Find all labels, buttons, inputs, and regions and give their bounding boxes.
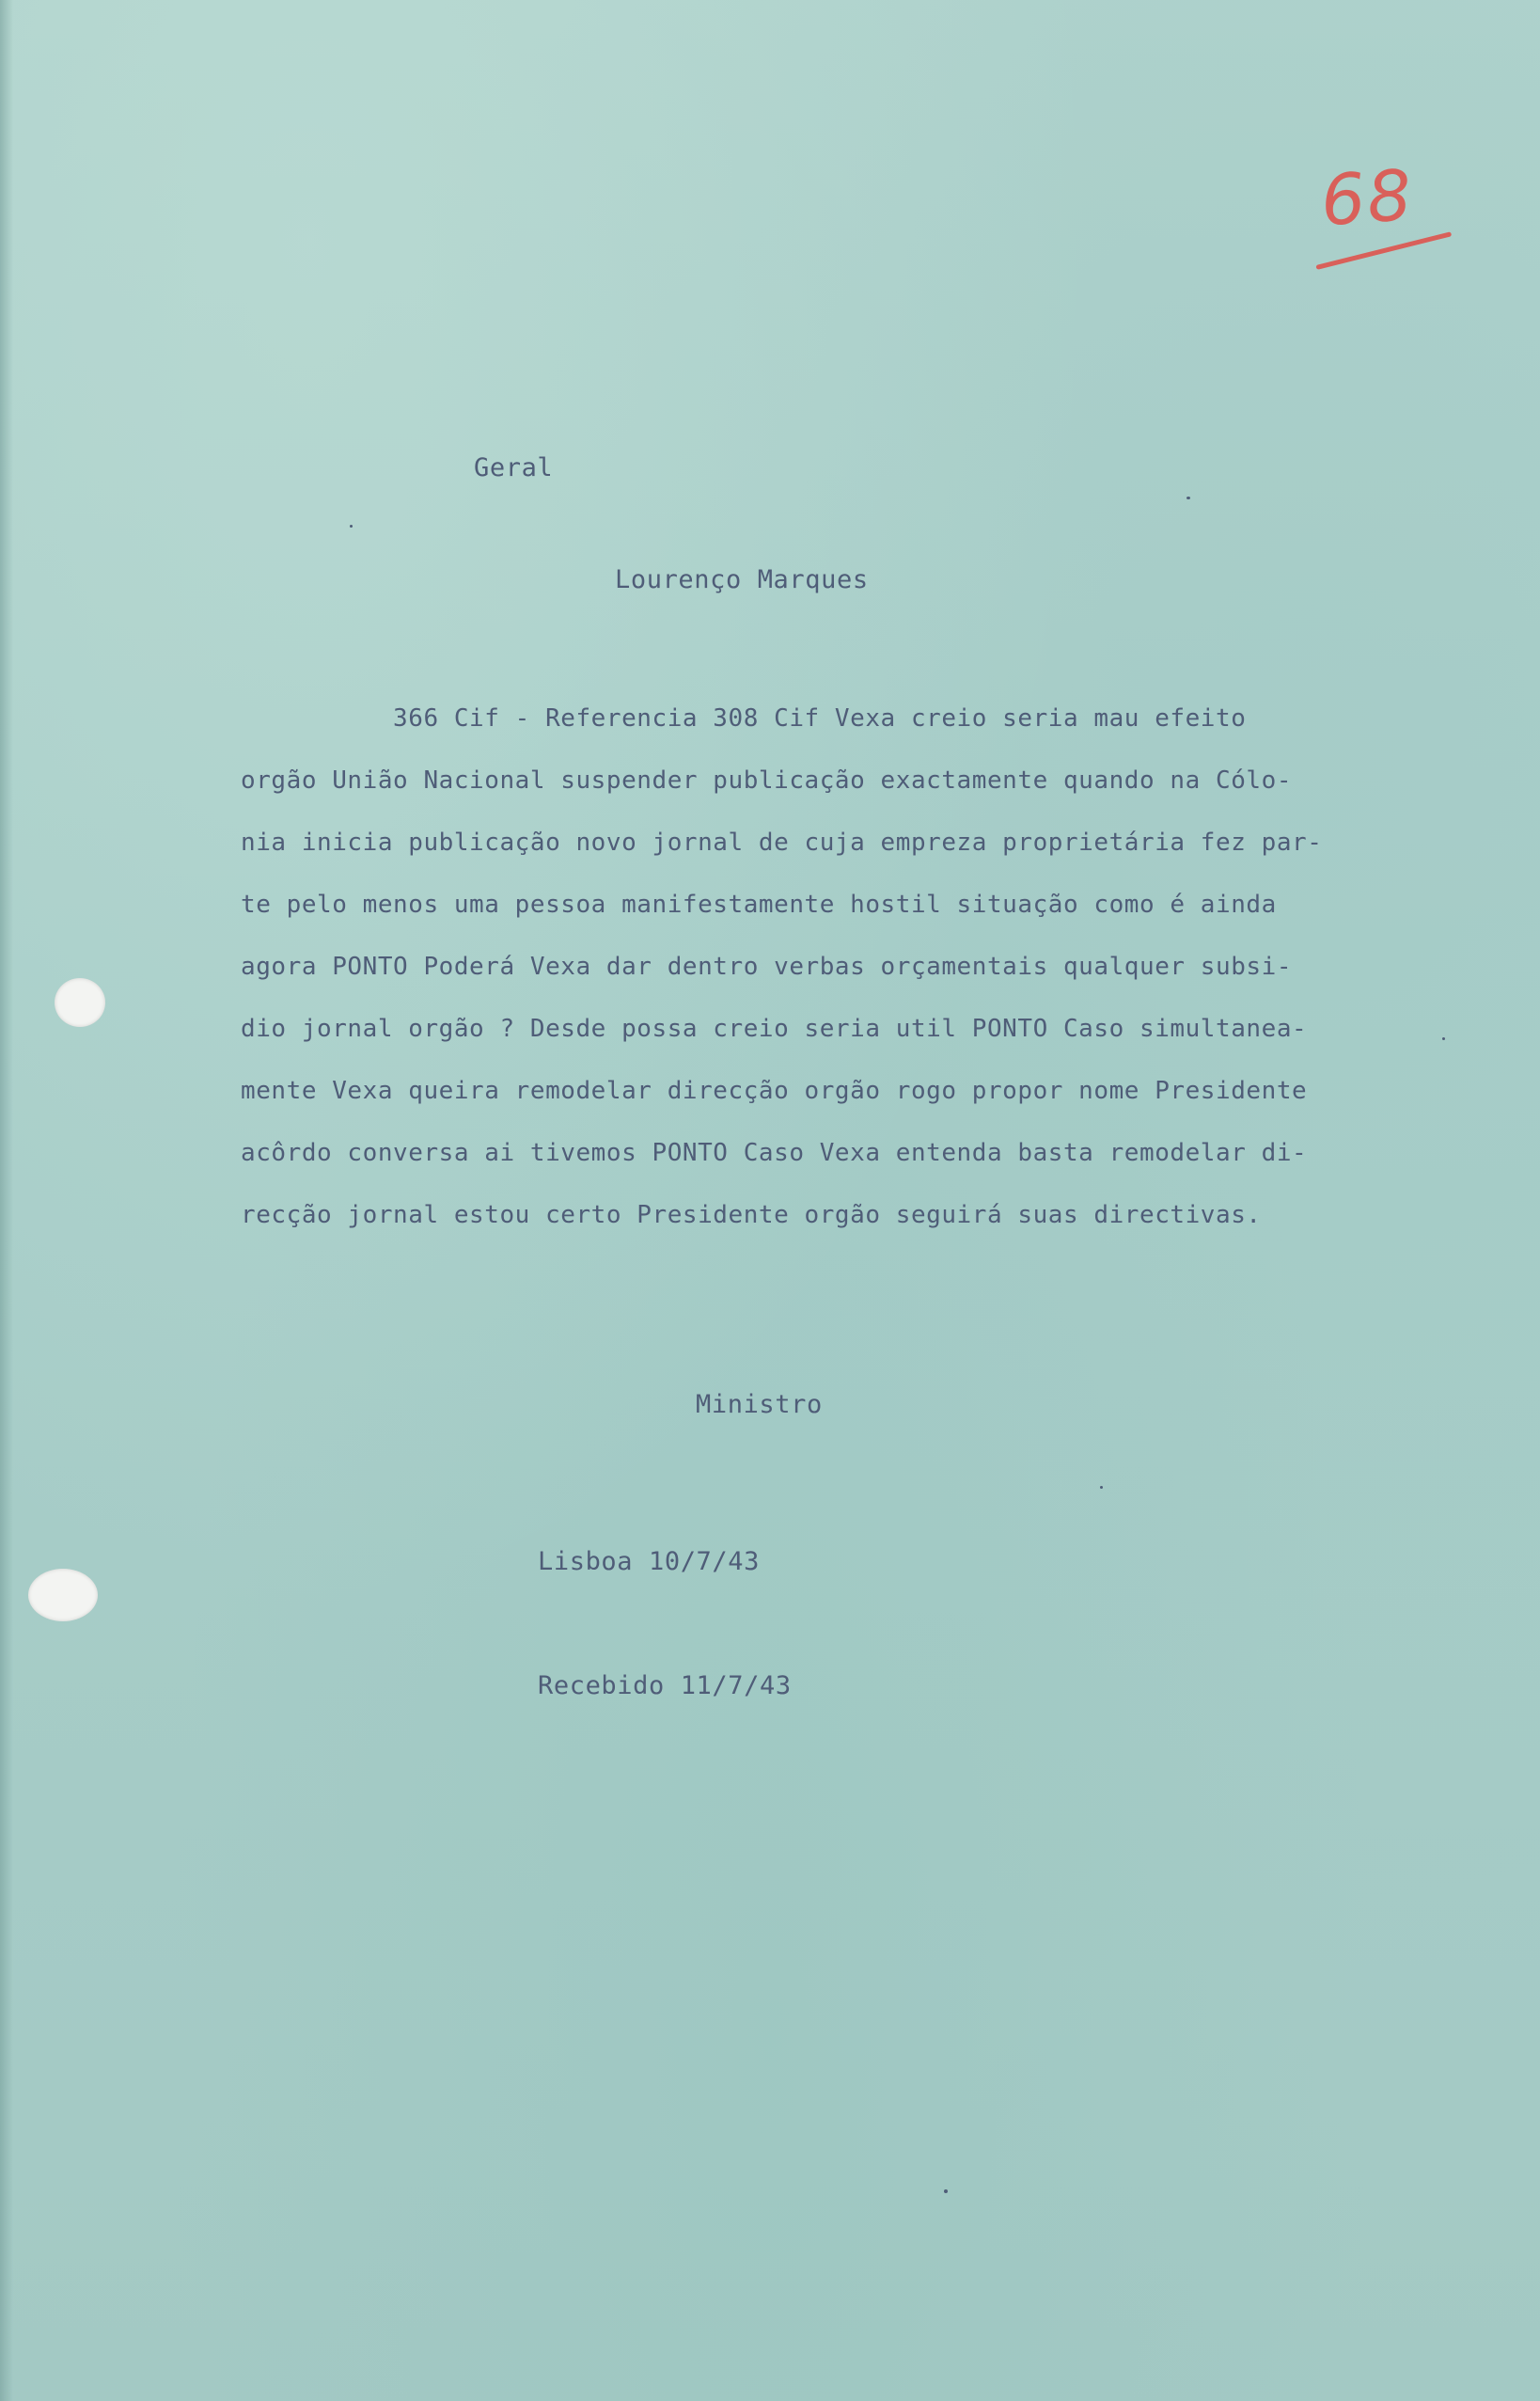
- body-line: agora PONTO Poderá Vexa dar dentro verbas orçamentais qualquer subsi-: [241, 953, 1293, 981]
- destination-heading: Lourenço Marques: [615, 565, 869, 594]
- body-line: 366 Cif - Referencia 308 Cif Vexa creio seria mau efeito: [241, 704, 1247, 733]
- paper-speck: [944, 2189, 948, 2193]
- folio-number: 68: [1318, 154, 1417, 243]
- punch-hole: [55, 978, 105, 1027]
- paper-speck: [350, 525, 353, 528]
- telegram-body: [241, 703, 1322, 1262]
- body-line: nia inicia publicação novo jornal de cuja empreza proprietária fez par-: [241, 829, 1323, 857]
- paper-speck: [1186, 497, 1190, 499]
- punch-hole: [28, 1569, 98, 1621]
- body-line: acôrdo conversa ai tivemos PONTO Caso Vexa entenda basta remodelar di-: [241, 1139, 1308, 1167]
- body-line: te pelo menos uma pessoa manifestamente hostil situação como é ainda: [241, 891, 1277, 919]
- body-line: mente Vexa queira remodelar direcção orgão rogo propor nome Presidente: [241, 1077, 1308, 1105]
- paper-edge: [0, 0, 13, 2401]
- signature: Ministro: [696, 1390, 823, 1419]
- distribution-heading: Geral: [474, 453, 554, 482]
- body-line: orgão União Nacional suspender publicação exactamente quando na Cólo-: [241, 766, 1293, 795]
- body-line: dio jornal orgão ? Desde possa creio seria util PONTO Caso simultanea-: [241, 1015, 1308, 1043]
- received-date: Recebido 11/7/43: [538, 1671, 792, 1700]
- sent-date: Lisboa 10/7/43: [538, 1547, 760, 1576]
- paper-speck: [1100, 1486, 1103, 1489]
- paper-speck: [1442, 1037, 1445, 1040]
- body-line: recção jornal estou certo Presidente orgão seguirá suas directivas.: [241, 1201, 1262, 1229]
